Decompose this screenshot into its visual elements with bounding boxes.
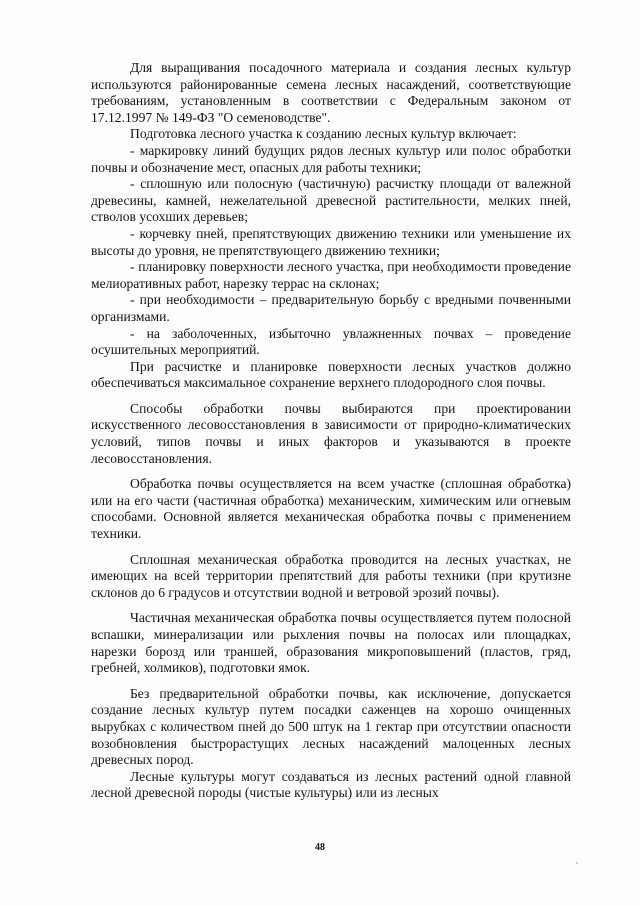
paragraph-partial-treatment: Частичная механическая обработка почвы осуществляется путем полосной вспашки, минерализации или рыхления почвы на полосах или площадках, нарезки борозд или траншей, образования микроповышений (пластов, гряд, гребней, холмиков), подготовки ямок. bbox=[91, 610, 571, 676]
body-text bbox=[91, 60, 571, 802]
list-item-drainage: - на заболоченных, избыточно увлажненных почвах – проведение осушительных мероприятий. bbox=[91, 325, 571, 358]
list-item-clearing: - сплошную или полосную (частичную) расчистку площади от валежной древесины, камней, нежелательной древесной растительности, мелких пней, стволов усохших деревьев; bbox=[91, 176, 571, 225]
paragraph-seed-requirements: Для выращивания посадочного материала и создания лесных культур используются районированные семена лесных насаждений, соответствующие требованиям, установленным в соответствии с Федеральным законом от 17.12.1997 № 149-ФЗ "О семеноводстве". bbox=[91, 60, 571, 125]
list-item-pest-control: - при необходимости – предварительную борьбу с вредными почвенными организмами. bbox=[91, 292, 571, 324]
paragraph-site-preparation-intro: Подготовка лесного участка к созданию лесных культур включает: bbox=[130, 126, 517, 142]
scan-speck bbox=[576, 862, 578, 864]
paragraph-soil-treatment-methods: Способы обработки почвы выбираются при проектировании искусственного лесовосстановления в зависимости от природно-климатических условий, типов почвы и иных факторов и указываются в проекте лесовосстановления. bbox=[91, 400, 571, 466]
paragraph-topsoil-preservation: При расчистке и планировке поверхности лесных участков должно обеспечиваться максимальное сохранение верхнего плодородного слоя почвы. bbox=[91, 358, 571, 391]
list-item-surface-planning: - планировку поверхности лесного участка, при необходимости проведение мелиоративных работ, нарезку террас на склонах; bbox=[91, 259, 571, 291]
paragraph-no-treatment: Без предварительной обработки почвы, как исключение, допускается создание лесных культур путем посадки саженцев на хорошо очищенных вырубках с количеством пней до 500 штук на 1 гектар при отсутствии опасности возобновления быстрорастущих лесных насаждений малоценных лесных древесных пород. bbox=[91, 685, 571, 768]
paragraph-continuous-treatment: Сплошная механическая обработка проводится на лесных участках, не имеющих на всей территории препятствий для работы техники (при крутизне склонов до 6 градусов и отсутствии водной и ветровой эрозий почвы). bbox=[91, 551, 571, 600]
list-item-marking: - маркировку линий будущих рядов лесных культур или полос обработки почвы и обозначение мест, опасных для работы техники; bbox=[91, 142, 571, 175]
paragraph-soil-treatment-scope: Обработка почвы осуществляется на всем участке (сплошная обработка) или на его части (частичная обработка) механическим, химическим или огневым способами. Основной является механическая обработка почвы с применением техники. bbox=[91, 476, 571, 542]
page-number: 48 bbox=[315, 842, 325, 853]
paragraph-forest-crops: Лесные культуры могут создаваться из лесных растений одной главной лесной древесной породы (чистые культуры) или из лесных bbox=[91, 768, 571, 801]
list-item-stump-removal: - корчевку пней, препятствующих движению техники или уменьшение их высоты до уровня, не препятствующего движению техники; bbox=[91, 225, 571, 258]
